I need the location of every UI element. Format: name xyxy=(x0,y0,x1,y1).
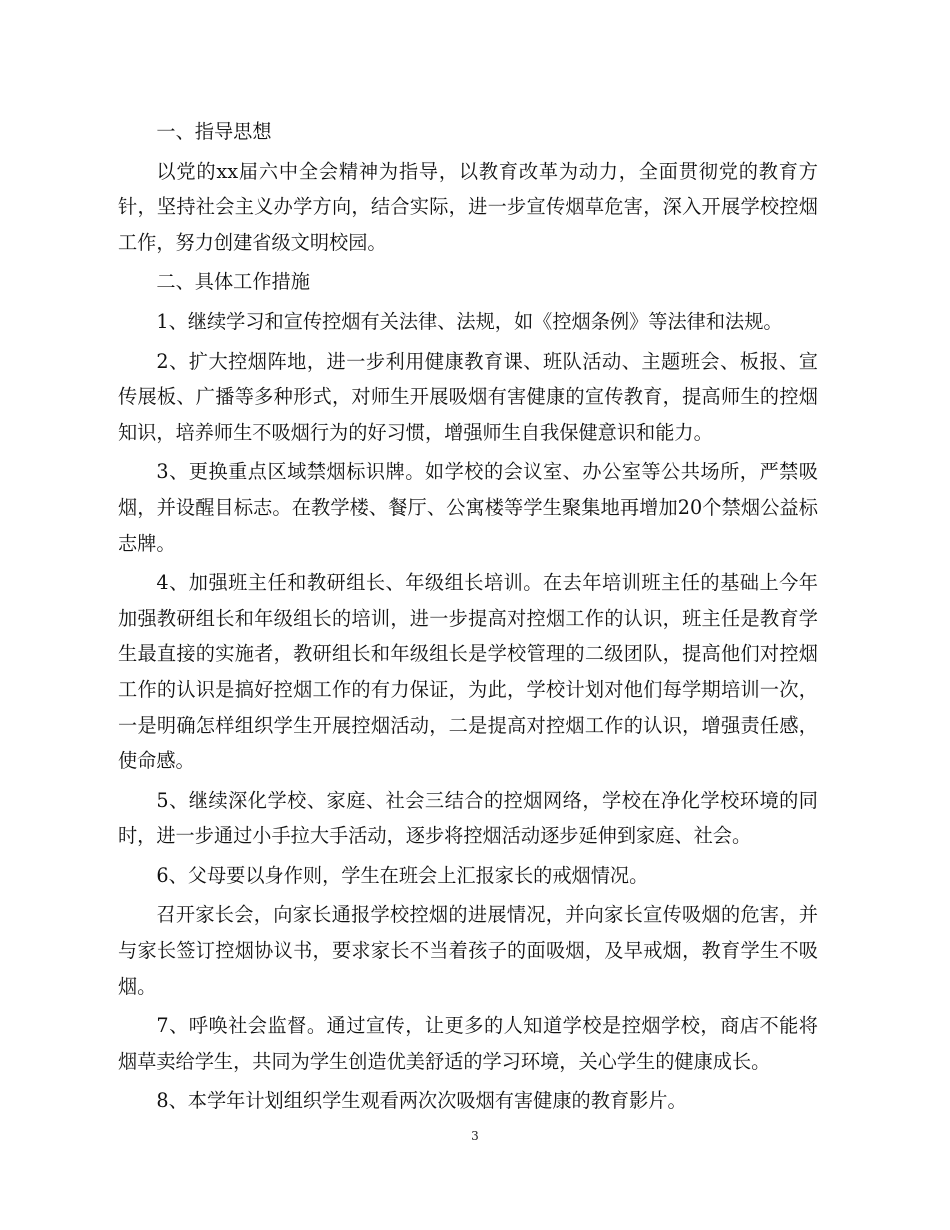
paragraph-measure-3: 3、更换重点区域禁烟标识牌。如学校的会议室、办公室等公共场所，严禁吸烟，并设醒目标志。在教学楼、餐厅、公寓楼等学生聚集地再增加20个禁烟公益标志牌。 xyxy=(118,460,818,555)
paragraph-measure-2: 2、扩大控烟阵地，进一步利用健康教育课、班队活动、主题班会、板报、宣传展板、广播等多种形式，对师生开展吸烟有害健康的宣传教育，提高师生的控烟知识，培养师生不吸烟行为的好习惯，增强师生自我保健意识和能力。 xyxy=(118,349,818,444)
page-number: 3 xyxy=(471,1129,479,1143)
section-heading-work-measures: 二、具体工作措施 xyxy=(156,270,310,294)
paragraph-measure-5: 5、继续深化学校、家庭、社会三结合的控烟网络，学校在净化学校环境的同时，进一步通过小手拉大手活动，逐步将控烟活动逐步延伸到家庭、社会。 xyxy=(118,788,818,848)
paragraph-measure-1: 1、继续学习和宣传控烟有关法律、法规，如《控烟条例》等法律和法规。 xyxy=(156,309,783,333)
paragraph-measure-4: 4、加强班主任和教研组长、年级组长培训。在去年培训班主任的基础上今年加强教研组长和年级组长的培训，进一步提高对控烟工作的认识，班主任是教育学生最直接的实施者，教研组长和年级组长是学校管理的二级团队，提高他们对控烟工作的认识是搞好控烟工作的有力保证，为此，学校计划对他们每学期培训一次，一是明确怎样组织学生开展控烟活动，二是提高对控烟工作的认识，增强责任感，使命感。 xyxy=(118,571,818,773)
document-body xyxy=(118,114,818,1119)
paragraph-measure-7: 7、呼唤社会监督。通过宣传，让更多的人知道学校是控烟学校，商店不能将烟草卖给学生，共同为学生创造优美舒适的学习环境，关心学生的健康成长。 xyxy=(118,1014,818,1073)
section-heading-guiding-ideology: 一、指导思想 xyxy=(156,120,272,143)
paragraph-parent-meeting: 召开家长会，向家长通报学校控烟的进展情况，并向家长宣传吸烟的危害，并与家长签订控烟协议书，要求家长不当着孩子的面吸烟，及早戒烟，教育学生不吸烟。 xyxy=(118,903,818,998)
paragraph-measure-8: 8、本学年计划组织学生观看两次次吸烟有害健康的教育影片。 xyxy=(156,1089,687,1113)
paragraph-measure-6: 6、父母要以身作则，学生在班会上汇报家长的戒烟情况。 xyxy=(156,863,649,887)
paragraph-guiding-ideology: 以党的xx届六中全会精神为指导，以教育改革为动力，全面贯彻党的教育方针，坚持社会主义办学方向，结合实际，进一步宣传烟草危害，深入开展学校控烟工作，努力创建省级文明校园。 xyxy=(118,159,818,254)
